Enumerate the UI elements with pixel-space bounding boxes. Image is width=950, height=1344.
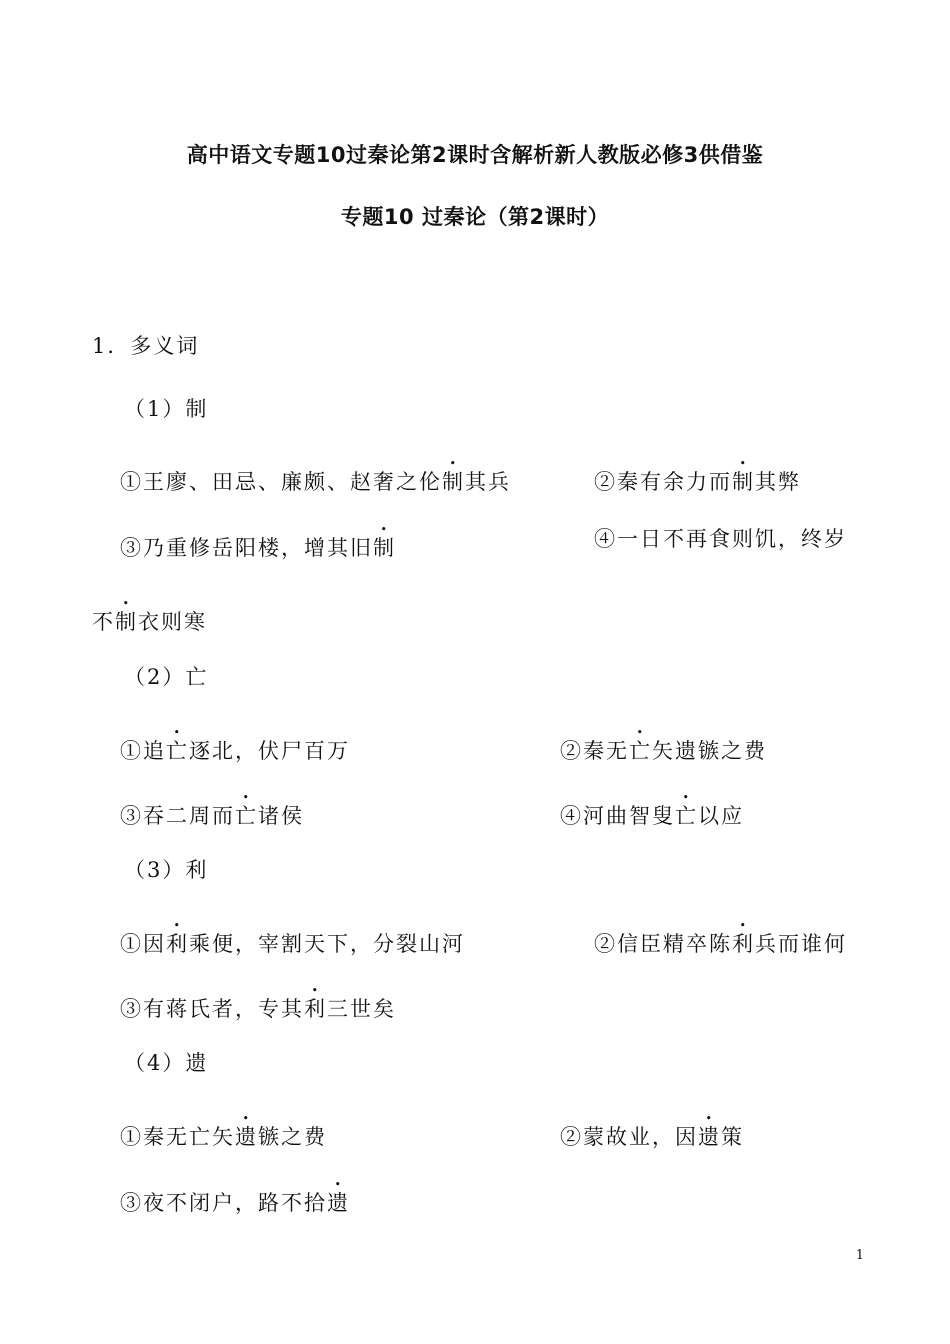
emphasized-word: 制 bbox=[442, 470, 465, 494]
item-text: 一日不再食则饥，终岁 bbox=[617, 527, 847, 551]
item-text: 镞之费 bbox=[258, 1125, 327, 1149]
item-text: 策 bbox=[721, 1125, 744, 1149]
document-title: 高中语文专题10过秦论第2课时含解析新人教版必修3供借鉴 bbox=[186, 143, 764, 167]
list-item bbox=[120, 726, 350, 765]
list-item bbox=[560, 726, 767, 765]
item-text: 逐北，伏尸百万 bbox=[189, 739, 350, 763]
item-text: 衣则寒 bbox=[138, 610, 207, 634]
list-item bbox=[560, 1112, 744, 1151]
item-text: 其弊 bbox=[755, 470, 801, 494]
item-number: ③ bbox=[120, 536, 143, 560]
item-text: 河曲智叟 bbox=[583, 804, 675, 828]
item-text: 矢遗镞之费 bbox=[652, 739, 767, 763]
emphasized-word: 遗 bbox=[698, 1125, 721, 1149]
item-text: 蒙故业，因 bbox=[583, 1125, 698, 1149]
item-number: ② bbox=[560, 1125, 583, 1149]
item-text: 以应 bbox=[698, 804, 744, 828]
list-item-continuation bbox=[92, 597, 207, 636]
item-text: 追 bbox=[143, 739, 166, 763]
item-number: ① bbox=[120, 739, 143, 763]
item-number: ① bbox=[120, 1125, 143, 1149]
item-text: 乘便，宰割天下，分裂山河 bbox=[189, 932, 465, 956]
list-item bbox=[120, 984, 396, 1023]
emphasized-word: 遗 bbox=[327, 1191, 350, 1215]
list-item bbox=[594, 919, 847, 958]
item-number: ① bbox=[120, 932, 143, 956]
list-item bbox=[120, 919, 465, 958]
list-item bbox=[594, 457, 801, 496]
group-heading-yi: （4）遗 bbox=[124, 1051, 209, 1075]
emphasized-word: 遗 bbox=[235, 1125, 258, 1149]
item-number: ③ bbox=[120, 1191, 143, 1215]
item-number: ① bbox=[120, 470, 143, 494]
item-text: 王廖、田忌、廉颇、赵奢之伦 bbox=[143, 470, 442, 494]
item-text: 不 bbox=[92, 610, 115, 634]
item-text: 信臣精卒陈 bbox=[617, 932, 732, 956]
item-number: ② bbox=[560, 739, 583, 763]
item-text: 夜不闭户，路不拾 bbox=[143, 1191, 327, 1215]
item-number: ② bbox=[594, 932, 617, 956]
item-text: 因 bbox=[143, 932, 166, 956]
item-text: 秦无亡矢 bbox=[143, 1125, 235, 1149]
emphasized-word: 亡 bbox=[675, 804, 698, 828]
section-heading: 1．多义词 bbox=[92, 334, 200, 358]
item-text: 秦有余力而 bbox=[617, 470, 732, 494]
item-text: 三世矣 bbox=[327, 997, 396, 1021]
list-item bbox=[120, 1178, 350, 1217]
emphasized-word: 亡 bbox=[629, 739, 652, 763]
item-number: ④ bbox=[560, 804, 583, 828]
list-item bbox=[594, 523, 847, 553]
emphasized-word: 利 bbox=[166, 932, 189, 956]
list-item bbox=[120, 523, 396, 562]
item-text: 有蒋氏者，专其 bbox=[143, 997, 304, 1021]
item-text: 其兵 bbox=[465, 470, 511, 494]
group-heading-zhi: （1）制 bbox=[124, 397, 209, 421]
group-heading-wang: （2）亡 bbox=[124, 665, 209, 689]
list-item bbox=[560, 791, 744, 830]
emphasized-word: 利 bbox=[304, 997, 327, 1021]
emphasized-word: 利 bbox=[732, 932, 755, 956]
emphasized-word: 制 bbox=[115, 610, 138, 634]
item-text: 兵而谁何 bbox=[755, 932, 847, 956]
emphasized-word: 制 bbox=[373, 536, 396, 560]
group-heading-li: （3）利 bbox=[124, 858, 209, 882]
page-number: 1 bbox=[855, 1248, 864, 1263]
emphasized-word: 亡 bbox=[235, 804, 258, 828]
document-subtitle: 专题10 过秦论（第2课时） bbox=[340, 205, 610, 229]
emphasized-word: 亡 bbox=[166, 739, 189, 763]
list-item bbox=[120, 791, 304, 830]
item-number: ③ bbox=[120, 804, 143, 828]
emphasized-word: 制 bbox=[732, 470, 755, 494]
item-text: 吞二周而 bbox=[143, 804, 235, 828]
list-item bbox=[120, 457, 511, 496]
item-text: 秦无 bbox=[583, 739, 629, 763]
item-number: ② bbox=[594, 470, 617, 494]
item-text: 乃重修岳阳楼，增其旧 bbox=[143, 536, 373, 560]
list-item bbox=[120, 1112, 327, 1151]
item-number: ④ bbox=[594, 527, 617, 551]
item-number: ③ bbox=[120, 997, 143, 1021]
item-text: 诸侯 bbox=[258, 804, 304, 828]
